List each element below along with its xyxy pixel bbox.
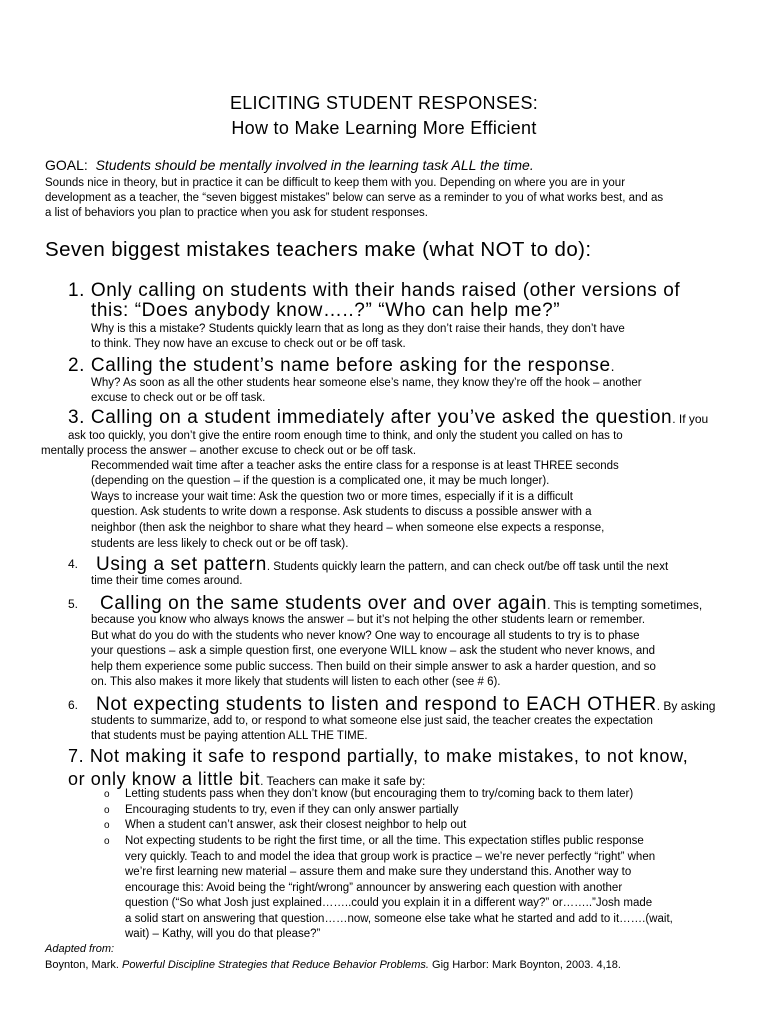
intro-line-3: a list of behaviors you plan to practice when you ask for student responses. <box>45 207 428 219</box>
mistake-3-detail-6: question. Ask students to write down a response. Ask students to discuss a possible answer with a <box>91 506 592 518</box>
safe-item-4-line-1: Not expecting students to be right the first time, or all the time. This expectation stifles public response <box>125 835 644 847</box>
mistake-5-detail-2: But what do you do with the students who never know? One way to encourage all students to try is to phase <box>91 630 640 642</box>
citation <box>45 958 621 974</box>
mistake-3-title-text: 3. Calling on a student immediately after you’ve asked the question <box>68 407 673 428</box>
mistake-6-title <box>96 694 715 716</box>
citation-book: Powerful Discipline Strategies that Reduce Behavior Problems. <box>122 959 429 971</box>
mistake-7-line-2-tail: . Teachers can make it safe by: <box>260 774 426 788</box>
mistake-6-number: 6. <box>68 698 79 712</box>
goal-label: GOAL: <box>45 157 88 173</box>
safe-item-4-line-2: very quickly. Teach to and model the idea that group work is practice – we’re never perfectly “right” when <box>125 851 656 863</box>
mistake-1-line-1: 1. Only calling on students with their hands raised (other versions of <box>68 280 681 301</box>
mistake-4-detail-1: time their time comes around. <box>91 575 243 587</box>
mistake-2-detail-1: Why? As soon as all the other students hear someone else’s name, they know they’re off the hook – another <box>91 377 642 389</box>
safe-item-3: When a student can’t answer, ask their closest neighbor to help out <box>125 819 467 831</box>
mistake-3-detail-3: Recommended wait time after a teacher asks the entire class for a response is at least THREE seconds <box>91 460 619 472</box>
mistake-5-number: 5. <box>68 597 79 611</box>
mistake-4-number: 4. <box>68 557 79 571</box>
bullet-icon: o <box>104 820 110 831</box>
bullet-icon: o <box>104 789 110 800</box>
mistake-3-detail-1: ask too quickly, you don’t give the entire room enough time to think, and only the student you called on has to <box>68 430 623 442</box>
mistake-2-title <box>68 355 615 377</box>
mistake-5-detail-4: help them experience some public success. Then build on their simple answer to ask a harder question, and so <box>91 661 656 673</box>
mistake-6-title-text: Not expecting students to listen and respond to EACH OTHER <box>96 694 657 715</box>
mistake-4-title-tail: . Students quickly learn the pattern, and can check out/be off task until the next <box>266 561 669 573</box>
citation-rest: Gig Harbor: Mark Boynton, 2003. 4,18. <box>428 959 621 971</box>
mistake-5-detail-5: on. This also makes it more likely that students will listen to each other (see # 6). <box>91 676 501 688</box>
citation-author: Boynton, Mark. <box>45 959 123 971</box>
mistake-4-title-text: Using a set pattern <box>96 554 267 575</box>
mistake-5-title-tail: . This is tempting sometimes, <box>547 598 703 612</box>
mistake-7-line-2-text: or only know a little bit <box>68 769 261 789</box>
goal-line <box>45 157 534 173</box>
intro-line-1: Sounds nice in theory, but in practice it can be difficult to keep them with you. Depending on where you are in your <box>45 177 626 189</box>
mistake-3-detail-4: (depending on the question – if the question is a complicated one, it may be much longer). <box>91 475 550 487</box>
mistake-6-title-tail: . By asking <box>656 699 716 713</box>
safe-item-1: Letting students pass when they don’t know (but encouraging them to try/coming back to them later) <box>125 788 634 800</box>
mistake-3-detail-5: Ways to increase your wait time: Ask the question two or more times, especially if it is a difficult <box>91 491 573 503</box>
safe-item-4-line-3: we’re first learning new material – assure them and make sure they understand this. Another way to <box>125 866 632 878</box>
page-subtitle: How to Make Learning More Efficient <box>231 118 537 138</box>
mistake-3-title <box>68 407 708 429</box>
mistake-5-detail-1: because you know who always knows the answer – but it’s not helping the other students learn or remember. <box>91 614 646 626</box>
mistake-2-detail-2: excuse to check out or be off task. <box>91 392 266 404</box>
goal-text: Students should be mentally involved in the learning task ALL the time. <box>95 157 534 173</box>
mistake-4-title <box>96 554 668 576</box>
mistake-3-detail-7: neighbor (then ask the neighbor to share what they heard – when someone else expects a response, <box>91 522 605 534</box>
mistake-5-title-text: Calling on the same students over and over again <box>100 593 548 614</box>
citation-label: Adapted from: <box>45 943 115 955</box>
mistake-1-detail-2: to think. They now have an excuse to check out or be off task. <box>91 338 406 350</box>
safe-item-2: Encouraging students to try, even if they can only answer partially <box>125 804 459 816</box>
mistake-6-detail-1: students to summarize, add to, or respond to what someone else just said, the teacher creates the expectation <box>91 715 653 727</box>
mistake-2-title-dot: . <box>610 358 616 374</box>
safe-item-4-line-5: question (“So what Josh just explained……..could you explain it in a different way?” or……..”Josh made <box>125 897 653 909</box>
safe-item-4-line-7: wait) – Kathy, will you do that please?” <box>125 928 321 940</box>
page-title: ELICITING STUDENT RESPONSES: <box>229 93 539 113</box>
intro-line-2: development as a teacher, the “seven biggest mistakes” below can serve as a reminder to you of what works best, and as <box>45 192 664 204</box>
safe-item-4-line-4: encourage this: Avoid being the “right/wrong” announcer by answering each question with another <box>125 882 623 894</box>
mistake-5-detail-3: your questions – ask a simple question first, one everyone WILL know – ask the student who never knows, and <box>91 645 656 657</box>
mistake-7-line-1: 7. Not making it safe to respond partially, to make mistakes, to not know, <box>68 746 689 766</box>
bullet-icon: o <box>104 836 110 847</box>
bullet-icon: o <box>104 805 110 816</box>
mistake-2-title-text: 2. Calling the student’s name before asking for the response <box>68 355 611 376</box>
mistake-3-detail-8: students are less likely to check out or be off task). <box>91 538 349 550</box>
mistake-5-title <box>100 593 702 615</box>
mistake-1-line-2: this: “Does anybody know…..?” “Who can help me?” <box>91 300 561 321</box>
section-heading: Seven biggest mistakes teachers make (what NOT to do): <box>45 238 592 261</box>
mistake-6-detail-2: that students must be paying attention ALL THE TIME. <box>91 730 368 742</box>
mistake-3-title-tail: . If you <box>672 412 709 426</box>
mistake-3-detail-2: mentally process the answer – another excuse to check out or be off task. <box>41 445 417 457</box>
mistake-1-detail-1: Why is this a mistake? Students quickly learn that as long as they don’t raise their hands, they don’t have <box>91 323 625 335</box>
safe-item-4-line-6: a solid start on answering that question……now, someone else take what he started and add to it…….(wait, <box>125 913 673 925</box>
